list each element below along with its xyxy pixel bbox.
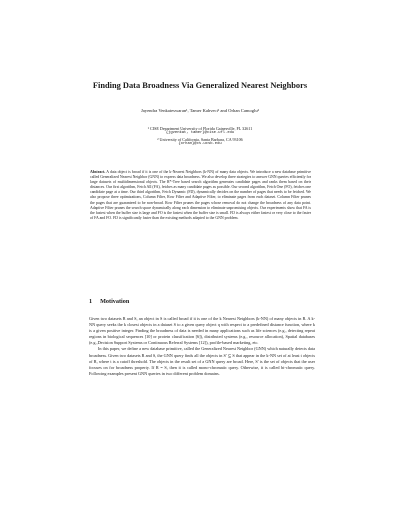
affiliation-2-email: {orhan}@cs.ucsb.edu xyxy=(178,142,222,147)
abstract-label: Abstract. xyxy=(90,170,106,174)
paragraph-2: In this paper, we define a new database primitive, called the Generalized Nearest Neighbor (GNN) which naturally detects data broadness. Given two datasets R and S, the GNN query finds all the objects in S' ⊆ S that appear in the k-NN set of at least t objects of R, where t is a cutoff threshold. The objects in the result set of a GNN query are broad. Here, S' is the set of objects that the user focuses on for broadness property. If R = S, then it is called mono-chromatic query. Otherwise, it is called bi-chromatic query. Following examples present GNN queries in two different problem domains. xyxy=(89,346,315,376)
abstract-text: A data object is broad if it is one of the k-Nearest Neighbors (k-NN) of many data objects. We introduce a new database primitive called Generalized Nearest Neighbor (GNN) to express data broadness. We also develop three strategies to answer GNN queries efficiently for large datasets of multidimensional objects. The R*-Tree based search algorithm generates candidate pages and ranks them based on their distances. Our first algorithm, Fetch All (FA), fetches as many candidate pages as possible. Our second algorithm, Fetch One (FO), fetches one candidate page at a time. Our third algorithm, Fetch Dynamic (FD), dynamically decides on the number of pages that needs to be fetched. We also propose three optimizations, Column Filter, Row Filter and Adaptive Filter, to eliminate pages from each dataset. Column Filter prunes the pages that are guaranteed to be non-broad. Row Filter prunes the pages whose removal do not change the broadness of any data point. Adaptive Filter prunes the search space dynamically along each dimension to eliminate unpromising objects. Our experiments show that FA is the fastest when the buffer size is large and FO is the fastest when the buffer size is small. FD is always either fastest or very close to the faster of FA and FO. FD is significantly faster than the existing methods adapted to the GNN problem. xyxy=(90,170,311,220)
affiliation-1-address: ¹ CISE Department University of Florida Gainesville, FL 32611 xyxy=(147,126,253,131)
affiliation-1 xyxy=(90,126,310,136)
author-list: Jayendra Venkateswaran¹, Tamer Kahveci¹ and Orhan Camoglu² xyxy=(140,108,260,113)
section-heading xyxy=(89,298,129,306)
affiliation-2 xyxy=(90,137,310,147)
paper-title: Finding Data Broadness Via Generalized Nearest Neighbors xyxy=(92,81,308,90)
paragraph-1: Given two datasets R and S, an object in S is called broad if it is one of the k Nearest Neighbors (k-NN) of many objects in R. A k-NN query seeks the k closest objects in a dataset S to a given query object q with respect to a predefined distance function, where k is a given positive integer. Finding the broadness of data is needed in many applications such as life sciences (e.g., detecting repeat regions in biological sequences [10] or protein classification [6]), distributed systems (e.g., resource allocation), Spatial databases (e.g.,Decision Support Systems or Continuous Referral Systems [12]), profile-based marketing, etc. xyxy=(89,316,315,346)
abstract xyxy=(90,170,311,221)
section-number: 1 xyxy=(89,298,93,305)
body-text xyxy=(89,316,315,377)
affiliation-2-address: ² University of California, Santa Barbara, CA 93106 xyxy=(157,137,243,142)
affiliation-1-email: {jgvenkat, tamer}@cise.ufl.edu xyxy=(165,131,235,136)
affiliations xyxy=(90,126,310,148)
section-title: Motivation xyxy=(100,298,130,305)
